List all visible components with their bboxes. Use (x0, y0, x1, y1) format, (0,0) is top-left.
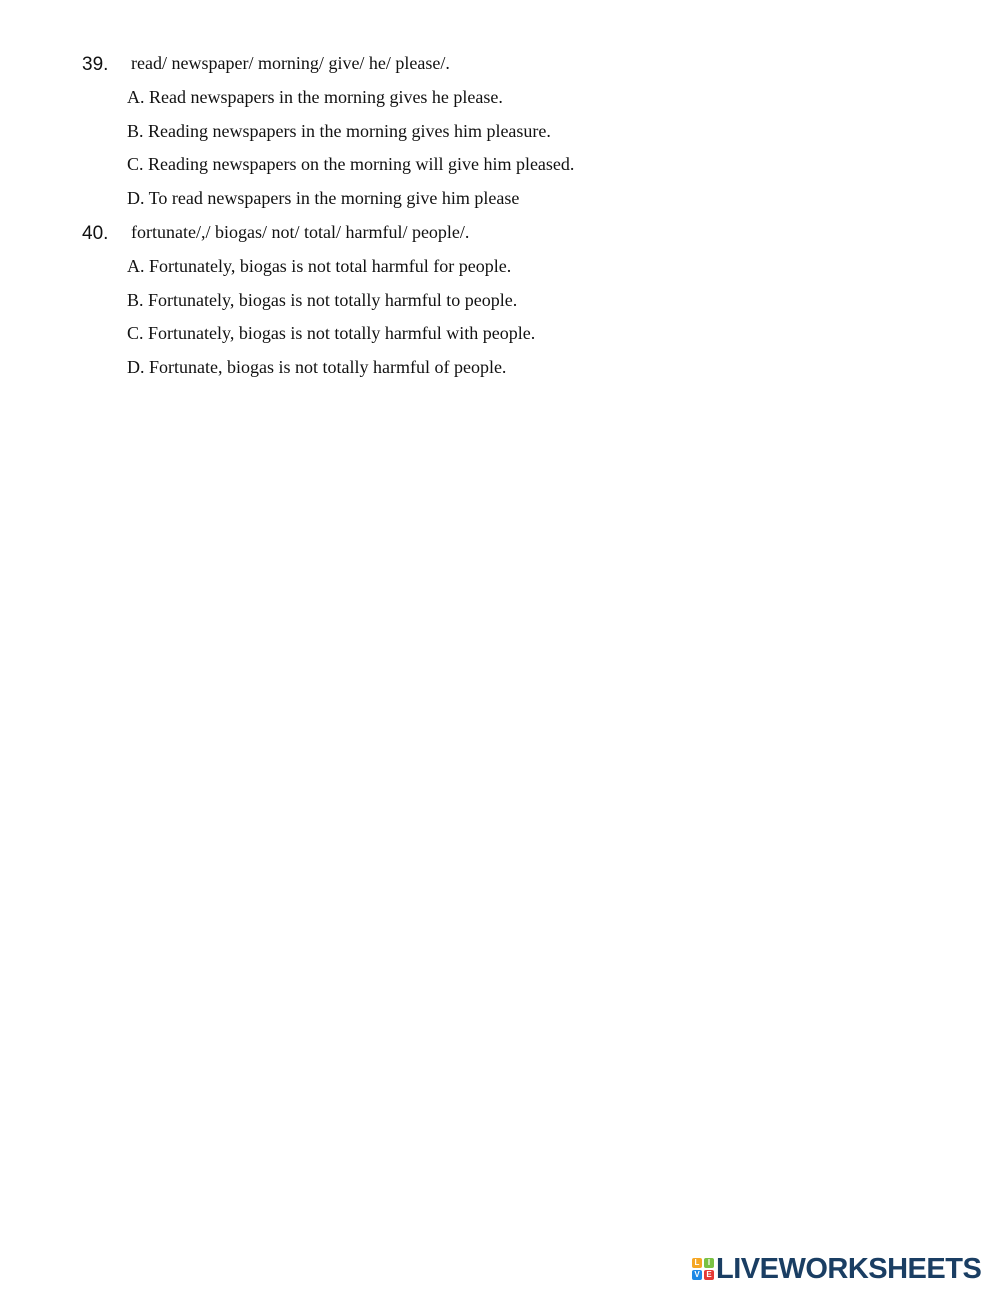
answer-option-b[interactable]: B. Reading newspapers in the morning gives him pleasure. (127, 121, 551, 141)
answer-option-c[interactable]: C. Reading newspapers on the morning will give him pleased. (127, 154, 575, 174)
answer-option-d[interactable]: D. Fortunate, biogas is not totally harmful of people. (127, 357, 507, 377)
question-number: 40. (82, 223, 109, 244)
question-prompt: read/ newspaper/ morning/ give/ he/ please/. (131, 53, 450, 73)
answer-option-c[interactable]: C. Fortunately, biogas is not totally harmful with people. (127, 323, 536, 343)
logo-mark-cell: E (704, 1270, 714, 1280)
logo-text: LIVEWORKSHEETS (716, 1253, 982, 1285)
answer-option-a[interactable]: A. Fortunately, biogas is not total harmful for people. (127, 256, 512, 276)
logo-mark-icon (692, 1258, 714, 1280)
logo-mark-cell: L (692, 1258, 702, 1268)
answer-option-b[interactable]: B. Fortunately, biogas is not totally harmful to people. (127, 290, 518, 310)
logo-mark-cell: V (692, 1270, 702, 1280)
liveworksheets-logo (692, 1254, 981, 1284)
question-prompt: fortunate/,/ biogas/ not/ total/ harmful/ people/. (131, 222, 470, 242)
logo-mark-cell: I (704, 1258, 714, 1268)
answer-option-d[interactable]: D. To read newspapers in the morning give him please (127, 188, 520, 208)
question-number: 39. (82, 54, 109, 75)
answer-option-a[interactable]: A. Read newspapers in the morning gives he please. (127, 87, 503, 107)
